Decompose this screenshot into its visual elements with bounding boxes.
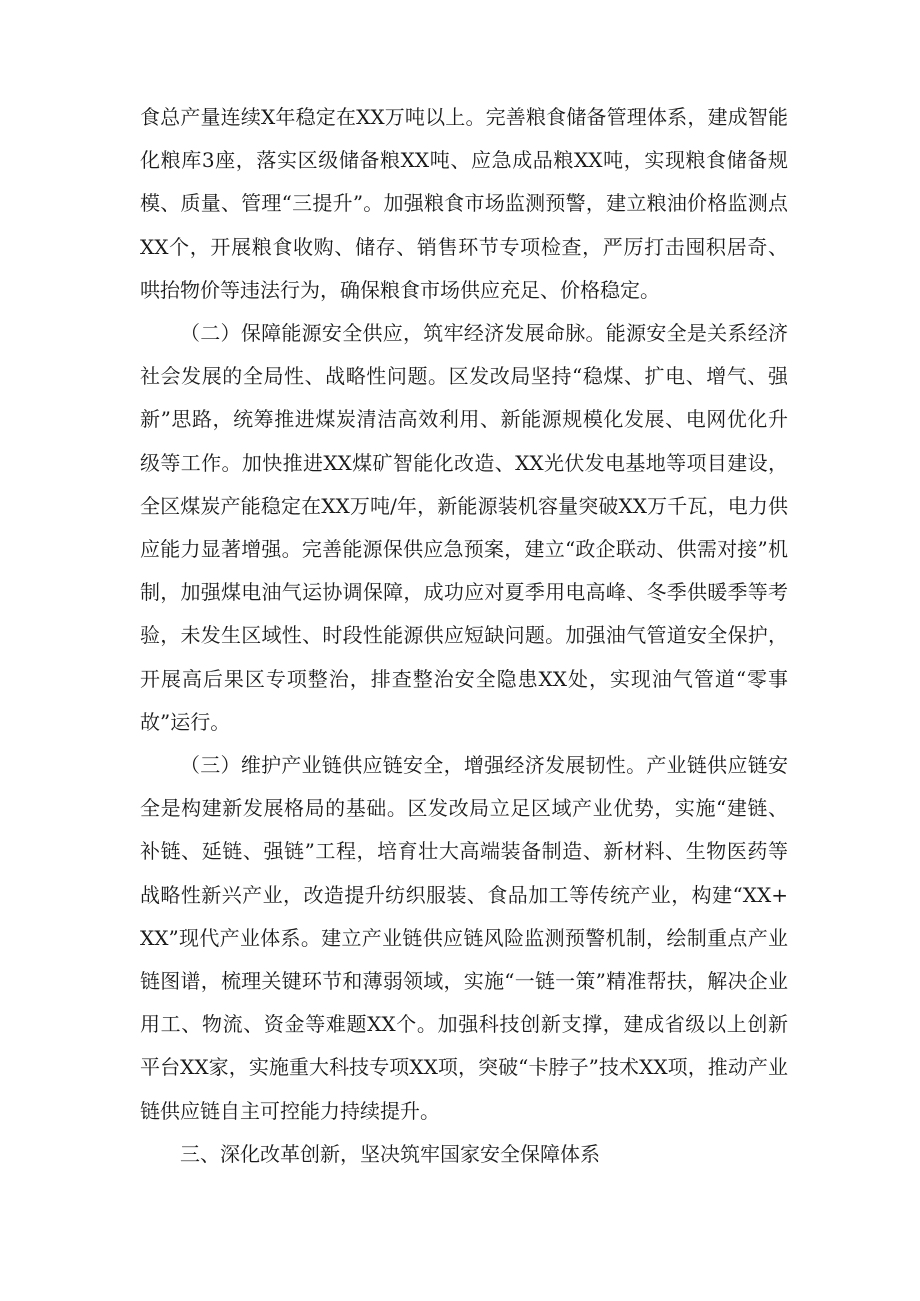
paragraph-energy-security: （二）保障能源安全供应，筑牢经济发展命脉。能源安全是关系经济社会发展的全局性、战略性问题。区发改局坚持“稳煤、扩电、增气、强新”思路，统筹推进煤炭清洁高效利用、新能源规模化发展、电网优化升级等工作。加快推进XX煤矿智能化改造、XX光伏发电基地等项目建设，全区煤炭产能稳定在XX万吨/年，新能源装机容量突破XX万千瓦，电力供应能力显著增强。完善能源保供应急预案，建立“政企联动、供需对接”机制，加强煤电油气运协调保障，成功应对夏季用电高峰、冬季供暖季等考验，未发生区域性、时段性能源供应短缺问题。加强油气管道安全保护，开展高后果区专项整治，排查整治安全隐患XX处，实现油气管道“零事故”运行。 [140,321,788,734]
paragraph-grain-security-continued: 食总产量连续X年稳定在XX万吨以上。完善粮食储备管理体系，建成智能化粮库3座，落实区级储备粮XX吨、应急成品粮XX吨，实现粮食储备规模、质量、管理“三提升”。加强粮食市场监测预警，建立粮油价格监测点XX个，开展粮食收购、储存、销售环节专项检查，严厉打击囤积居奇、哄抬物价等违法行为，确保粮食市场供应充足、价格稳定。 [140,105,788,302]
section-heading-three: 三、深化改革创新，坚决筑牢国家安全保障体系 [180,1141,600,1166]
paragraph-supply-chain-security: （三）维护产业链供应链安全，增强经济发展韧性。产业链供应链安全是构建新发展格局的基础。区发改局立足区域产业优势，实施“建链、补链、延链、强链”工程，培育壮大高端装备制造、新材料、生物医药等战略性新兴产业，改造提升纺织服装、食品加工等传统产业，构建“XX+XX”现代产业体系。建立产业链供应链风险监测预警机制，绘制重点产业链图谱，梳理关键环节和薄弱领域，实施“一链一策”精准帮扶，解决企业用工、物流、资金等难题XX个。加强科技创新支撑，建成省级以上创新平台XX家，实施重大科技专项XX项，突破“卡脖子”技术XX项，推动产业链供应链自主可控能力持续提升。 [140,753,788,1123]
document-body [140,96,788,1176]
